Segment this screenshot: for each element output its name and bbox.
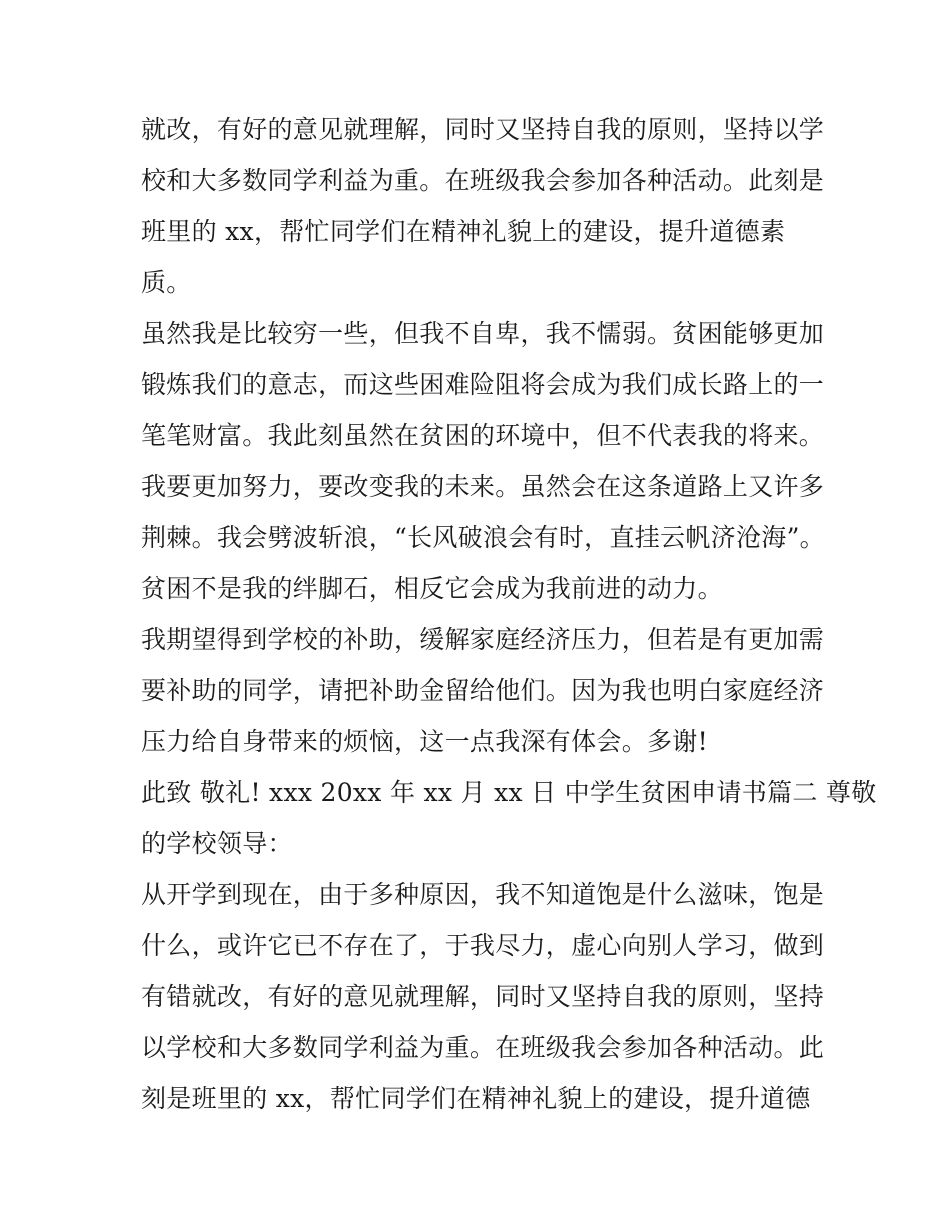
text-line: 从开学到现在，由于多种原因，我不知道饱是什么滋味，饱是 [141,880,825,909]
text-line: 虽然我是比较穷一些，但我不自卑，我不懦弱。贫困能够更加 [141,319,825,348]
text-line: 我期望得到学校的补助，缓解家庭经济压力，但若是有更加需 [141,625,825,654]
text-line: 校和大多数同学利益为重。在班级我会参加各种活动。此刻是 [141,166,825,195]
text-line: 刻是班里的 xx，帮忙同学们在精神礼貌上的建设，提升道德 [141,1084,811,1113]
document-body [141,104,877,1124]
text-line: 笔笔财富。我此刻虽然在贫困的环境中，但不代表我的将来。 [141,421,825,450]
text-line: 荆棘。我会劈波斩浪，“长风破浪会有时，直挂云帆济沧海”。 [141,523,825,552]
text-line: 有错就改，有好的意见就理解，同时又坚持自我的原则，坚持 [141,982,825,1011]
text-line: 班里的 xx，帮忙同学们在精神礼貌上的建设，提升道德素 [141,217,786,246]
text-line: 质。 [141,268,192,297]
text-line: 我要更加努力，要改变我的未来。虽然会在这条道路上又许多 [141,472,825,501]
text-line: 的学校领导： [141,829,293,858]
text-line: 就改，有好的意见就理解，同时又坚持自我的原则，坚持以学 [141,115,825,144]
text-line: 以学校和大多数同学利益为重。在班级我会参加各种活动。此 [141,1033,825,1062]
text-line: 要补助的同学，请把补助金留给他们。因为我也明白家庭经济 [141,676,825,705]
text-line: 锻炼我们的意志，而这些困难险阻将会成为我们成长路上的一 [141,370,825,399]
text-line: 什么，或许它已不存在了，于我尽力，虚心向别人学习，做到 [141,931,825,960]
text-line: 压力给自身带来的烦恼，这一点我深有体会。多谢! [141,727,708,756]
text-line: 此致 敬礼! xxx 20xx 年 xx 月 xx 日 中学生贫困申请书篇二 尊敬 [141,778,877,807]
text-line: 贫困不是我的绊脚石，相反它会成为我前进的动力。 [141,574,723,603]
